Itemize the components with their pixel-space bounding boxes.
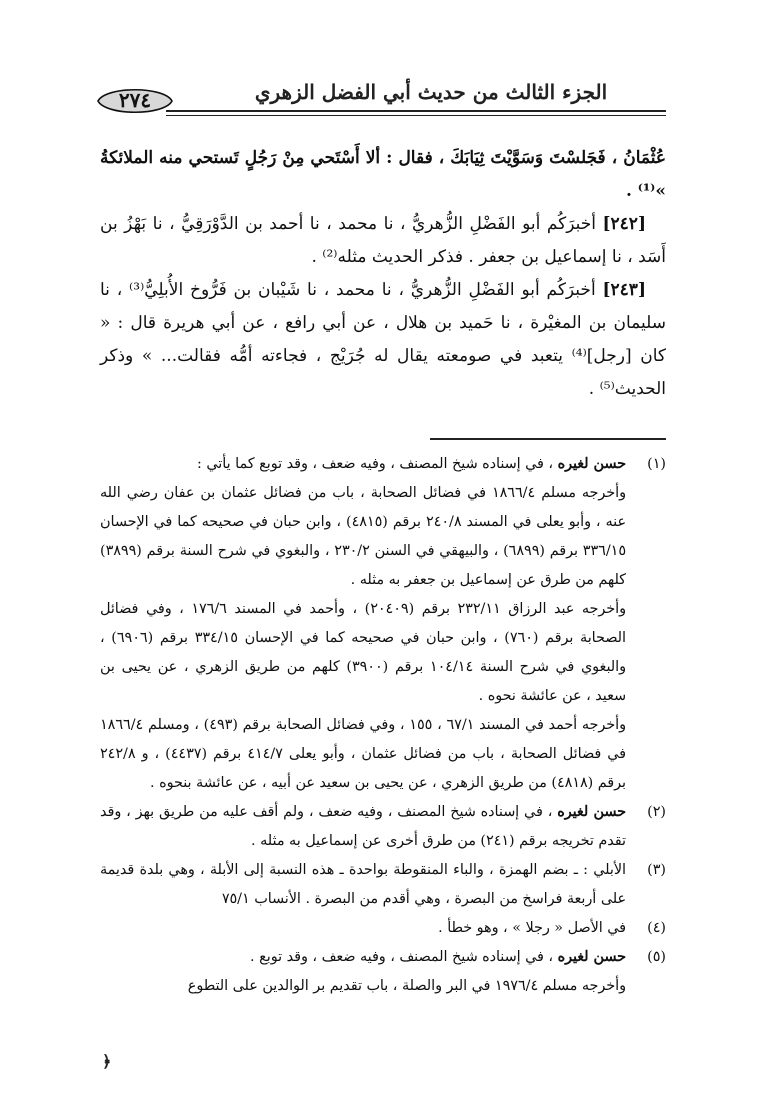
page-number: ٢٧٤ <box>118 88 152 112</box>
footnote-number: (٢) <box>647 804 666 820</box>
footnote-4 <box>100 914 666 943</box>
header-rule <box>166 110 666 112</box>
hadith-text: أخبرَكُم أبو الفَضْلِ الزُّهريُّ ، نا محمد ، نا أحمد بن الدَّوْرَقِيُّ ، نا بَهْزُ بن أَسَد ، نا إسماعيل بن جعفر . فذكر الحديث مثله⁽²⁾ . <box>100 214 666 267</box>
footnote-text: الأبلي : ـ بضم الهمزة ، والباء المنقوطة بواحدة ـ هذه النسبة إلى الأبلة ، وهي بلدة قديمة على أربعة فراسخ من البصرة ، وهي أقدم من البصرة . الأنساب ٧٥/١ <box>100 862 626 907</box>
hadith-number: [٢٤٣] <box>602 280 646 300</box>
grade-label: حسن لغيره <box>557 949 626 965</box>
footnote-text: في الأصل « رجلا » ، وهو خطأ . <box>438 920 626 936</box>
footnotes <box>100 450 666 1001</box>
footnote-text: ، في إسناده شيخ المصنف ، وفيه ضعف ، ولم أقف عليه من طريق بهز ، وقد تقدم تخريجه برقم (٢٤١) من طرق أخرى عن إسماعيل به مثله . <box>100 804 626 849</box>
hadith-243 <box>100 274 666 406</box>
footnote-number: (١) <box>647 456 666 472</box>
running-title: الجزء الثالث من حديث أبي الفضل الزهري <box>254 80 608 104</box>
grade-label: حسن لغيره <box>557 804 626 820</box>
footnote-text: ، في إسناده شيخ المصنف ، وفيه ضعف ، وقد توبع كما يأتي : <box>197 456 554 472</box>
hadith-number: [٢٤٢] <box>602 214 646 234</box>
header-rule-thin <box>166 115 666 116</box>
footnote-1-paragraph: وأخرجه عبد الرزاق ٢٣٢/١١ برقم (٢٠٤٠٩) ، وأحمد في المسند ١٧٦/٦ ، وفي فضائل الصحابة برقم (٧٦٠) ، وابن حبان في صحيحه كما في الإحسان ٣٣٤/١٥ برقم (٦٩٠٦) ، والبغوي في شرح السنة ١٠٤/١٤ برقم (٣٩٠٠) كلهم من طريق الزهري ، عن يحيى بن سعيد ، عن عائشة نحوه . <box>100 601 626 704</box>
footnote-3 <box>100 856 666 914</box>
catchword-mark: ﴿ <box>102 1052 112 1071</box>
footnote-number: (٥) <box>647 949 666 965</box>
footnote-1 <box>100 450 666 479</box>
footnote-1-paragraph: وأخرجه أحمد في المسند ٦٧/١ ، ١٥٥ ، وفي فضائل الصحابة برقم (٤٩٣) ، ومسلم ١٨٦٦/٤ في فضائل الصحابة ، باب من فضائل عثمان ، وأبو يعلى ٤١٤/٧ برقم (٤٤٣٧) ، و ٢٤٢/٨ برقم (٤٨١٨) من طريق الزهري ، عن يحيى بن سعيد عن أبيه ، عن عائشة بنحوه . <box>100 717 626 791</box>
footnote-5 <box>100 943 666 972</box>
hadith-continuation: عُثْمَانُ ، فَجَلسْتَ وَسَوَّيْتَ ثِيَابَكَ ، فقال : ألا أَسْتَحي مِنْ رَجُلٍ تَستحي منه الملائكةُ »⁽¹⁾ . <box>100 148 666 201</box>
footnote-separator <box>430 438 666 440</box>
page-number-badge <box>96 84 174 118</box>
hadith-text: أخبرَكُم أبو الفَضْلِ الزُّهريُّ ، نا محمد ، نا شَيْبان بن فَرُّوخ الأُبلِيُّ⁽³⁾ ، نا سليمان بن المغيْرة ، نا حَميد بن هلال ، عن أبي رافع ، عن أبي هريرة قال : « كان [رجل]⁽⁴⁾ يتعبد في صومعته يقال له جُرَيْج ، فجاءته أمُّه فقالت... » وذكر الحديث⁽⁵⁾ . <box>100 280 666 399</box>
footnote-number: (٣) <box>647 862 666 878</box>
grade-label: حسن لغيره <box>557 456 626 472</box>
footnote-1-paragraph: وأخرجه مسلم ١٨٦٦/٤ في فضائل الصحابة ، باب من فضائل عثمان بن عفان رضي الله عنه ، وأبو يعلى في المسند ٢٤٠/٨ برقم (٤٨١٥) ، وابن حبان في صحيحه كما في الإحسان ٣٣٦/١٥ برقم (٦٨٩٩) ، والبيهقي في السنن ٢٣٠/٢ ، والبغوي في شرح السنة برقم (٣٨٩٩) كلهم من طرق عن إسماعيل بن جعفر به مثله . <box>100 485 627 588</box>
footnote-number: (٤) <box>647 920 666 936</box>
footnote-2 <box>100 798 666 856</box>
footnote-5-paragraph: وأخرجه مسلم ١٩٧٦/٤ في البر والصلة ، باب تقديم بر الوالدين على التطوع <box>187 978 626 994</box>
hadith-242 <box>100 208 666 274</box>
footnote-text: ، في إسناده شيخ المصنف ، وفيه ضعف ، وقد توبع . <box>250 949 554 965</box>
page-header <box>96 78 666 118</box>
main-text <box>100 142 666 208</box>
